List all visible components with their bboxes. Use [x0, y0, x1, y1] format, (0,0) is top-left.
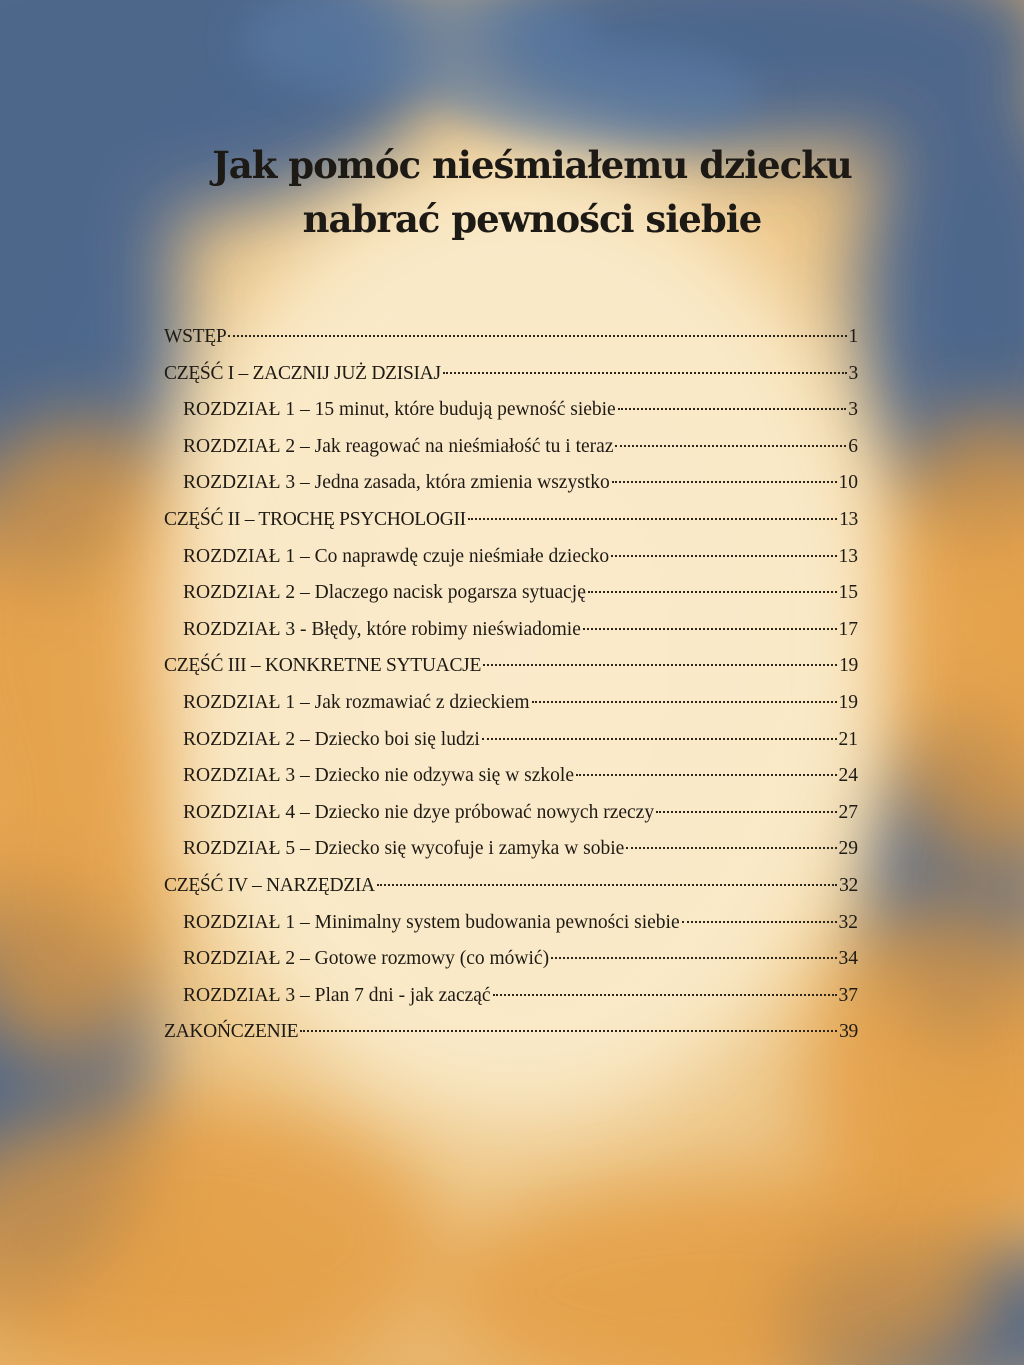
toc-dot-leader: [576, 774, 837, 776]
toc-page-number: 13: [839, 508, 858, 530]
toc-dot-leader: [588, 591, 837, 593]
toc-page-number: 32: [839, 874, 858, 896]
toc-dot-leader: [483, 664, 837, 666]
toc-entry-label: ROZDZIAŁ 2 – Dziecko boi się ludzi: [183, 728, 480, 750]
toc-page-number: 32: [838, 911, 858, 933]
toc-dot-leader: [228, 335, 846, 337]
toc-page-number: 3: [848, 399, 858, 421]
toc-entry-label: ROZDZIAŁ 1 – Co naprawdę czuje nieśmiałe dziecko: [183, 545, 610, 567]
toc-dot-leader: [626, 847, 836, 849]
toc-entry-label: ROZDZIAŁ 3 - Błędy, które robimy nieświadomie: [183, 618, 581, 640]
toc-chapter-entry[interactable]: [164, 758, 858, 795]
toc-entry-label: WSTĘP: [164, 326, 227, 347]
toc-entry-label: CZĘŚĆ III – KONKRETNE SYTUACJE: [164, 655, 482, 677]
toc-page-number: 15: [838, 582, 858, 604]
toc-entry-label: ROZDZIAŁ 3 – Dziecko nie odzywa się w szkole: [183, 765, 574, 787]
toc-dot-leader: [493, 994, 837, 996]
toc-entry-label: ROZDZIAŁ 2 – Gotowe rozmowy (co mówić): [183, 948, 550, 970]
toc-entry-label: CZĘŚĆ II – TROCHĘ PSYCHOLOGII: [164, 508, 466, 530]
toc-dot-leader: [551, 957, 836, 959]
book-title: [112, 138, 952, 246]
toc-dot-leader: [615, 445, 846, 447]
toc-part-entry[interactable]: [164, 319, 858, 356]
toc-dot-leader: [482, 738, 837, 740]
toc-chapter-entry[interactable]: [164, 685, 858, 722]
toc-part-entry[interactable]: [164, 356, 858, 393]
toc-entry-label: ROZDZIAŁ 4 – Dziecko nie dzye próbować nowych rzeczy: [183, 801, 655, 823]
toc-dot-leader: [468, 518, 837, 520]
toc-part-entry[interactable]: [164, 502, 858, 539]
toc-dot-leader: [612, 481, 837, 483]
toc-chapter-entry[interactable]: [164, 978, 858, 1015]
toc-part-entry[interactable]: [164, 648, 858, 685]
toc-page-number: 24: [838, 765, 858, 787]
toc-chapter-entry[interactable]: [164, 465, 858, 502]
toc-page-number: 39: [839, 1021, 858, 1043]
toc-chapter-entry[interactable]: [164, 612, 858, 649]
toc-entry-label: ROZDZIAŁ 3 – Plan 7 dni - jak zacząć: [183, 984, 491, 1006]
toc-dot-leader: [443, 372, 847, 374]
book-title-line-1: Jak pomóc nieśmiałemu dziecku: [212, 143, 852, 187]
toc-entry-label: ZAKOŃCZENIE: [164, 1021, 299, 1043]
toc-chapter-entry[interactable]: [164, 392, 858, 429]
toc-dot-leader: [656, 811, 836, 813]
toc-chapter-entry[interactable]: [164, 831, 858, 868]
toc-page-number: 34: [838, 948, 858, 970]
toc-page-number: 1: [848, 326, 858, 347]
toc-entry-label: ROZDZIAŁ 1 – Minimalny system budowania pewności siebie: [183, 911, 680, 933]
toc-entry-label: ROZDZIAŁ 2 – Jak reagować na nieśmiałość tu i teraz: [183, 435, 614, 457]
toc-chapter-entry[interactable]: [164, 575, 858, 612]
toc-page-number: 37: [838, 984, 858, 1006]
toc-page-number: 6: [848, 435, 858, 457]
toc-dot-leader: [377, 884, 837, 886]
toc-page-number: 19: [839, 655, 858, 677]
toc-page-number: 13: [838, 545, 858, 567]
toc-dot-leader: [618, 408, 847, 410]
toc-page-number: 10: [838, 472, 858, 494]
toc-entry-label: ROZDZIAŁ 2 – Dlaczego nacisk pogarsza sytuację: [183, 582, 586, 604]
toc-dot-leader: [300, 1030, 837, 1032]
toc-page-number: 19: [838, 691, 858, 713]
toc-chapter-entry[interactable]: [164, 429, 858, 466]
toc-entry-label: ROZDZIAŁ 5 – Dziecko się wycofuje i zamyka w sobie: [183, 838, 625, 860]
toc-entry-label: CZĘŚĆ I – ZACZNIJ JUŻ DZISIAJ: [164, 362, 441, 384]
book-title-line-2: nabrać pewności siebie: [302, 197, 762, 241]
table-of-contents: [164, 319, 858, 1051]
toc-page-number: 29: [838, 838, 858, 860]
toc-page-number: 27: [838, 801, 858, 823]
toc-entry-label: ROZDZIAŁ 1 – Jak rozmawiać z dzieckiem: [183, 691, 530, 713]
toc-part-entry[interactable]: [164, 1014, 858, 1051]
toc-entry-label: CZĘŚĆ IV – NARZĘDZIA: [164, 874, 375, 896]
toc-dot-leader: [682, 921, 837, 923]
toc-page-number: 3: [848, 362, 858, 384]
toc-chapter-entry[interactable]: [164, 795, 858, 832]
toc-part-entry[interactable]: [164, 868, 858, 905]
toc-dot-leader: [583, 628, 837, 630]
toc-chapter-entry[interactable]: [164, 905, 858, 942]
toc-dot-leader: [611, 555, 836, 557]
toc-dot-leader: [532, 701, 837, 703]
toc-page-number: 21: [838, 728, 858, 750]
toc-chapter-entry[interactable]: [164, 722, 858, 759]
toc-chapter-entry[interactable]: [164, 539, 858, 576]
toc-entry-label: ROZDZIAŁ 3 – Jedna zasada, która zmienia wszystko: [183, 472, 610, 494]
toc-chapter-entry[interactable]: [164, 941, 858, 978]
toc-page-number: 17: [838, 618, 858, 640]
toc-entry-label: ROZDZIAŁ 1 – 15 minut, które budują pewność siebie: [183, 399, 616, 421]
